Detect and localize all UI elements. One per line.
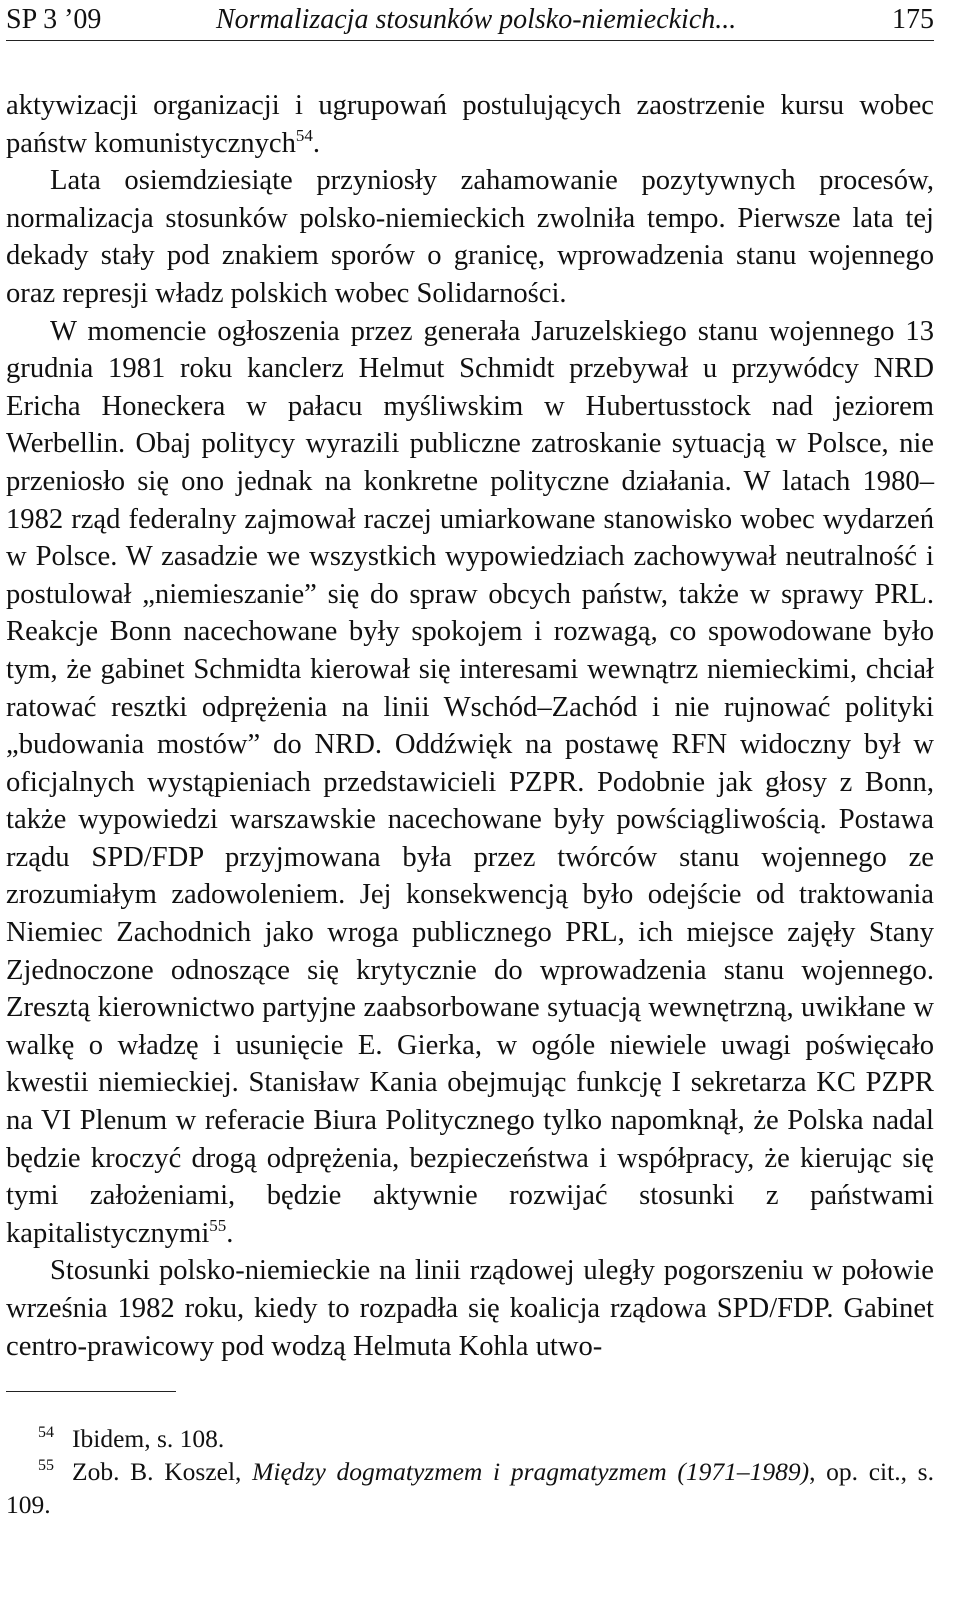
running-title: Normalizacja stosunków polsko-niemieckich... bbox=[216, 4, 737, 35]
page-number: 175 bbox=[892, 4, 934, 35]
footnote: 54 Ibidem, s. 108. bbox=[38, 1424, 225, 1454]
footnote-text: Ibidem, s. 108. bbox=[72, 1424, 225, 1454]
body-text bbox=[6, 87, 934, 1365]
paragraph: Lata osiemdziesiąte przyniosły zahamowanie pozytywnych procesów, normalizacja stosunków polsko-niemieckich zwolniła tempo. Pierwsze lata tej dekady stały pod znakiem sporów o granicę, wprowadzenia stanu wojennego oraz represji władz polskich wobec Solidarności. bbox=[6, 165, 934, 309]
footnote-ref[interactable]: 54 bbox=[295, 125, 313, 145]
paragraph: Stosunki polsko-niemieckie na linii rządowej uległy pogorszeniu w połowie września 1982 roku, kiedy to rozpadła się koalicja rządowa SPD/FDP. Gabinet centro-prawicowy pod wodzą Helmuta Kohla utwo- bbox=[6, 1255, 934, 1362]
footnote-divider bbox=[6, 1391, 176, 1392]
footnote-ref[interactable]: 55 bbox=[209, 1215, 227, 1235]
footnotes bbox=[6, 1422, 934, 1521]
paragraph: W momencie ogłoszenia przez generała Jaruzelskiego stanu wojennego 13 grudnia 1981 roku kanclerz Helmut Schmidt przebywał u przywódcy NRD Ericha Honeckera w pałacu myśliwskim w Hubertusstock nad jeziorem Werbellin. Obaj politycy wyrazili publiczne zatroskanie sytuacją w Polsce, nie przeniosło się ono jednak na konkretne polityczne działania. W latach 1980–1982 rząd federalny zajmował raczej umiarkowane stanowisko wobec wydarzeń w Polsce. W zasadzie we wszystkich wypowiedziach zachowywał neutralność i postulował „niemieszanie” się do spraw obcych państw, także w sprawy PRL. Reakcje Bonn nacechowane były spokojem i rozwagą, co spowodowane było tym, że gabinet Schmidta kierował się interesami wewnątrz niemieckimi, chciał ratować resztki odprężenia na linii Wschód–Zachód i nie rujnować polityki „budowania mostów” do NRD. Oddźwięk na postawę RFN widoczny był w oficjalnych wystąpieniach przedstawicieli PZPR. Podobnie jak głosy z Bonn, także wypowiedzi warszawskie nacechowane były powściągliwością. Postawa rządu SPD/FDP przyjmowana była przez twórców stanu wojennego ze zrozumiałym zadowoleniem. Jej konsekwencją było odejście od traktowania Niemiec Zachodnich jako wroga publicznego PRL, ich miejsce zajęły Stany Zjednoczone odnoszące się krytycznie do wprowadzenia stanu wojennego. Zresztą kierownictwo partyjne zaabsorbowane sytuacją wewnętrzną, uwikłane w walkę o władzę i usunięcie E. Gierka, w ogóle niewiele uwagi poświęcało kwestii niemieckiej. Stanisław Kania obejmując funkcję I sekretarza KC PZPR na VI Plenum w referacie Biura Politycznego tylko napomknął, że Polska nadal będzie kroczyć drogą odprężenia, bezpieczeństwa i współpracy, że kierując się tymi założeniami, będzie aktywnie rozwijać stosunki z państwami kapitalistycznymi$^{55}$. bbox=[6, 315, 934, 1249]
journal-issue: SP 3 ’09 bbox=[6, 4, 102, 35]
running-header bbox=[6, 0, 934, 41]
paragraph: aktywizacji organizacji i ugrupowań postulujących zaostrzenie kursu wobec państw komunistycznych$^{54}$. bbox=[6, 90, 934, 159]
cited-title: Między dogmatyzmem i pragmatyzmem (1971–1989) bbox=[252, 1457, 810, 1487]
footnote: 55 Zob. B. Koszel, Między dogmatyzmem i pragmatyzmem (1971–1989), op. cit., s. 109. bbox=[6, 1457, 934, 1520]
